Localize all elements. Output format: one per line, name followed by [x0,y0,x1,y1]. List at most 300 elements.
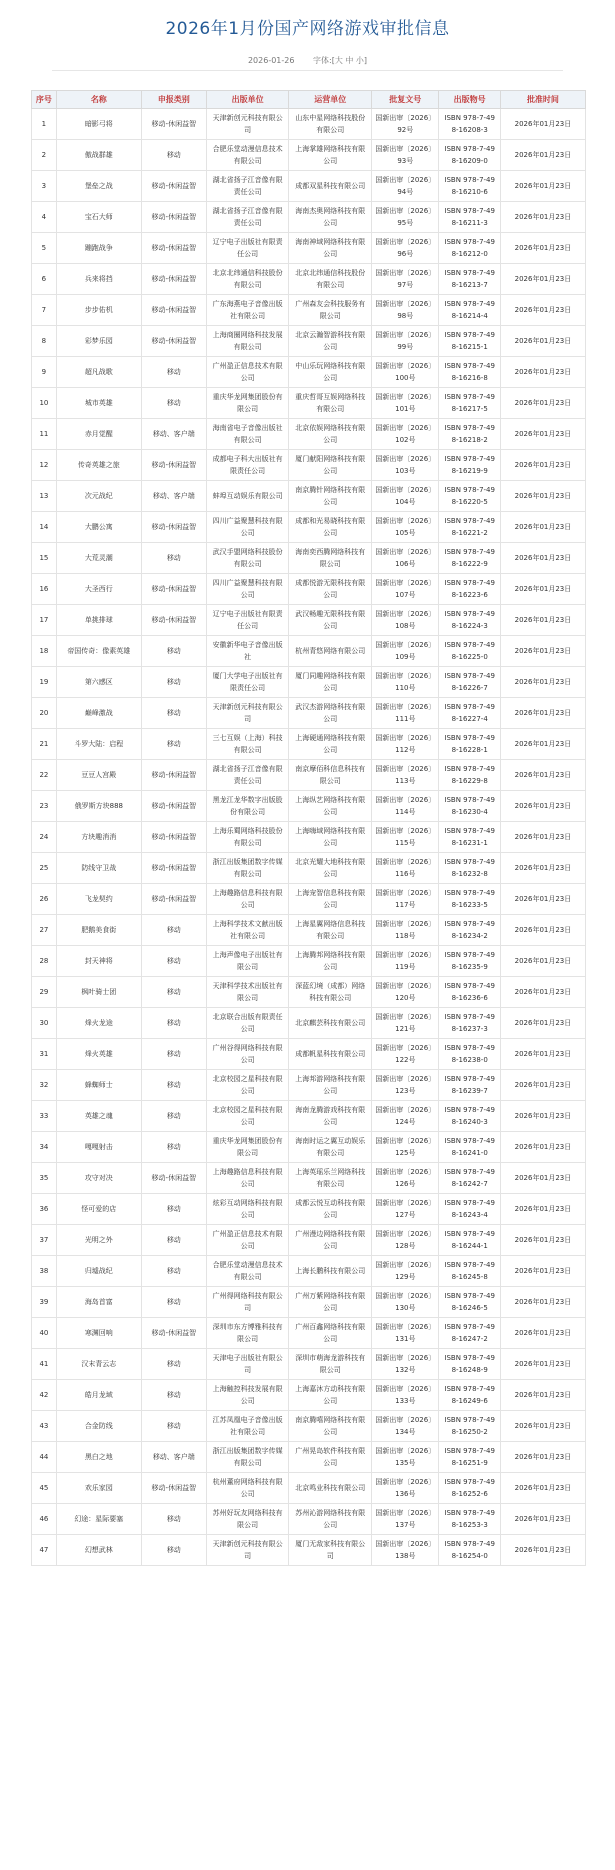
cell-publisher: 上海趣路信息科技有限公司 [206,1163,289,1194]
cell-operator: 上海长鹏科技有限公司 [289,1256,372,1287]
cell-approval-no: 国新出审〔2026〕123号 [372,1070,439,1101]
cell-approval-no: 国新出审〔2026〕93号 [372,140,439,171]
column-header: 名称 [56,91,141,109]
cell-category: 移动 [141,1225,206,1256]
cell-index: 9 [32,357,57,388]
cell-category: 移动-休闲益智 [141,884,206,915]
cell-game-name: 汉末青云志 [56,1349,141,1380]
cell-publisher: 北京联合出版有限责任公司 [206,1008,289,1039]
cell-approval-no: 国新出审〔2026〕111号 [372,698,439,729]
cell-isbn: ISBN 978-7-498-16233-5 [439,884,500,915]
cell-approval-no: 国新出审〔2026〕115号 [372,822,439,853]
cell-index: 7 [32,295,57,326]
cell-approval-no: 国新出审〔2026〕125号 [372,1132,439,1163]
cell-category: 移动-休闲益智 [141,202,206,233]
table-row [32,1535,586,1566]
table-row [32,419,586,450]
cell-game-name: 步步佑机 [56,295,141,326]
table-row [32,109,586,140]
cell-game-name: 第六感区 [56,667,141,698]
cell-isbn: ISBN 978-7-498-16227-4 [439,698,500,729]
cell-index: 12 [32,450,57,481]
cell-publisher: 上海商圈网络科技发展有限公司 [206,326,289,357]
table-row [32,1163,586,1194]
cell-index: 3 [32,171,57,202]
cell-isbn: ISBN 978-7-498-16225-0 [439,636,500,667]
cell-approval-no: 国新出审〔2026〕95号 [372,202,439,233]
cell-publisher: 江苏凤凰电子音像出版社有限公司 [206,1411,289,1442]
cell-isbn: ISBN 978-7-498-16209-0 [439,140,500,171]
cell-approval-date: 2026年01月23日 [500,1039,585,1070]
cell-operator: 南京腾嘻网络科技有限公司 [289,1411,372,1442]
cell-approval-no: 国新出审〔2026〕114号 [372,791,439,822]
column-header: 批准时间 [500,91,585,109]
table-row [32,202,586,233]
cell-approval-date: 2026年01月23日 [500,574,585,605]
cell-approval-no: 国新出审〔2026〕94号 [372,171,439,202]
cell-publisher: 深圳市东方博雅科技有限公司 [206,1318,289,1349]
cell-game-name: 寒渊回响 [56,1318,141,1349]
cell-operator: 南京摩佰科信息科技有限公司 [289,760,372,791]
cell-publisher: 北京校园之星科技有限公司 [206,1070,289,1101]
cell-approval-date: 2026年01月23日 [500,1101,585,1132]
cell-operator: 上海邦游网络科技有限公司 [289,1070,372,1101]
cell-approval-date: 2026年01月23日 [500,171,585,202]
table-row [32,388,586,419]
cell-approval-date: 2026年01月23日 [500,884,585,915]
cell-category: 移动-休闲益智 [141,1473,206,1504]
cell-approval-no: 国新出审〔2026〕121号 [372,1008,439,1039]
cell-operator: 广州漫边网络科技有限公司 [289,1225,372,1256]
cell-game-name: 幻途：星际要塞 [56,1504,141,1535]
cell-operator: 厦门献阳网络科技有限公司 [289,450,372,481]
cell-category: 移动-休闲益智 [141,791,206,822]
table-body [32,109,586,1566]
table-row [32,884,586,915]
cell-game-name: 方块趣消消 [56,822,141,853]
cell-isbn: ISBN 978-7-498-16210-6 [439,171,500,202]
cell-isbn: ISBN 978-7-498-16219-9 [439,450,500,481]
cell-operator: 广州晃岛软件科技有限公司 [289,1442,372,1473]
cell-operator: 上海嘉沐方动科技有限公司 [289,1380,372,1411]
cell-publisher: 天津科学技术出版社有限公司 [206,977,289,1008]
cell-index: 30 [32,1008,57,1039]
cell-operator: 成都双星科技有限公司 [289,171,372,202]
cell-publisher: 北京校园之星科技有限公司 [206,1101,289,1132]
cell-approval-date: 2026年01月23日 [500,1473,585,1504]
cell-isbn: ISBN 978-7-498-16217-5 [439,388,500,419]
cell-approval-no: 国新出审〔2026〕98号 [372,295,439,326]
cell-approval-no: 国新出审〔2026〕128号 [372,1225,439,1256]
cell-operator: 广州百鑫网络科技有限公司 [289,1318,372,1349]
cell-isbn: ISBN 978-7-498-16246-5 [439,1287,500,1318]
cell-operator: 北京北纬通信科技股份有限公司 [289,264,372,295]
cell-isbn: ISBN 978-7-498-16242-7 [439,1163,500,1194]
cell-approval-no: 国新出审〔2026〕134号 [372,1411,439,1442]
cell-approval-date: 2026年01月23日 [500,1225,585,1256]
cell-approval-date: 2026年01月23日 [500,357,585,388]
cell-operator: 深圳市萌海龙游科技有限公司 [289,1349,372,1380]
cell-approval-no: 国新出审〔2026〕127号 [372,1194,439,1225]
cell-index: 29 [32,977,57,1008]
cell-isbn: ISBN 978-7-498-16211-3 [439,202,500,233]
cell-category: 移动-休闲益智 [141,109,206,140]
column-header: 批复文号 [372,91,439,109]
cell-index: 22 [32,760,57,791]
cell-approval-date: 2026年01月23日 [500,605,585,636]
table-header-row [32,91,586,109]
cell-publisher: 上海乐蜀网络科技股份有限公司 [206,822,289,853]
cell-game-name: 次元战纪 [56,481,141,512]
cell-isbn: ISBN 978-7-498-16223-6 [439,574,500,605]
table-row [32,1132,586,1163]
cell-operator: 杭州青悠网络有限公司 [289,636,372,667]
cell-isbn: ISBN 978-7-498-16222-9 [439,543,500,574]
cell-publisher: 成都电子科大出版社有限责任公司 [206,450,289,481]
cell-operator: 苏州沁游网络科技有限公司 [289,1504,372,1535]
cell-index: 25 [32,853,57,884]
cell-approval-date: 2026年01月23日 [500,915,585,946]
cell-category: 移动 [141,636,206,667]
cell-operator: 成都帆星科技有限公司 [289,1039,372,1070]
cell-index: 15 [32,543,57,574]
cell-publisher: 广州得网络科技有限公司 [206,1287,289,1318]
cell-publisher: 黑龙江龙华数字出版股份有限公司 [206,791,289,822]
cell-index: 35 [32,1163,57,1194]
cell-index: 43 [32,1411,57,1442]
cell-index: 33 [32,1101,57,1132]
cell-game-name: 堡垒之战 [56,171,141,202]
cell-approval-date: 2026年01月23日 [500,822,585,853]
cell-operator: 北京光耀大地科技有限公司 [289,853,372,884]
cell-index: 5 [32,233,57,264]
cell-approval-no: 国新出审〔2026〕106号 [372,543,439,574]
cell-isbn: ISBN 978-7-498-16229-8 [439,760,500,791]
cell-index: 46 [32,1504,57,1535]
cell-index: 10 [32,388,57,419]
cell-isbn: ISBN 978-7-498-16241-0 [439,1132,500,1163]
cell-publisher: 上海声像电子出版社有限公司 [206,946,289,977]
cell-game-name: 海岛首富 [56,1287,141,1318]
cell-approval-date: 2026年01月23日 [500,512,585,543]
cell-category: 移动 [141,915,206,946]
cell-isbn: ISBN 978-7-498-16228-1 [439,729,500,760]
font-size-small[interactable]: 小 [355,56,364,65]
cell-approval-date: 2026年01月23日 [500,760,585,791]
cell-game-name: 傲战群雄 [56,140,141,171]
table-row [32,326,586,357]
cell-approval-no: 国新出审〔2026〕136号 [372,1473,439,1504]
page-title: 2026年1月份国产网络游戏审批信息 [165,19,450,39]
cell-approval-date: 2026年01月23日 [500,202,585,233]
cell-game-name: 黑白之地 [56,1442,141,1473]
cell-game-name: 赤月觉醒 [56,419,141,450]
cell-approval-date: 2026年01月23日 [500,1411,585,1442]
article-meta [0,55,615,66]
cell-approval-date: 2026年01月23日 [500,853,585,884]
table-row [32,791,586,822]
cell-approval-date: 2026年01月23日 [500,1256,585,1287]
table-row [32,1225,586,1256]
table-row [32,512,586,543]
cell-index: 27 [32,915,57,946]
cell-category: 移动-休闲益智 [141,295,206,326]
cell-game-name: 烽火龙途 [56,1008,141,1039]
cell-index: 36 [32,1194,57,1225]
cell-approval-date: 2026年01月23日 [500,326,585,357]
cell-approval-date: 2026年01月23日 [500,481,585,512]
cell-category: 移动-休闲益智 [141,822,206,853]
cell-category: 移动-休闲益智 [141,1163,206,1194]
cell-operator: 上海腾邦网络科技有限公司 [289,946,372,977]
cell-approval-no: 国新出审〔2026〕120号 [372,977,439,1008]
table-row [32,357,586,388]
cell-approval-no: 国新出审〔2026〕119号 [372,946,439,977]
cell-publisher: 湖北省扬子江音像有限责任公司 [206,171,289,202]
cell-approval-no: 国新出审〔2026〕129号 [372,1256,439,1287]
cell-index: 37 [32,1225,57,1256]
table-row [32,1318,586,1349]
cell-publisher: 浙江出版集团数字传媒有限公司 [206,1442,289,1473]
cell-isbn: ISBN 978-7-498-16231-1 [439,822,500,853]
cell-operator: 上海掌雄网络科技有限公司 [289,140,372,171]
cell-operator: 中山乐玩网络科技有限公司 [289,357,372,388]
cell-category: 移动 [141,698,206,729]
cell-publisher: 浙江出版集团数字传媒有限公司 [206,853,289,884]
cell-publisher: 北京北纬通信科技股份有限公司 [206,264,289,295]
cell-approval-date: 2026年01月23日 [500,791,585,822]
cell-publisher: 上海趣路信息科技有限公司 [206,884,289,915]
cell-operator: 海南神域网络科技有限公司 [289,233,372,264]
cell-operator: 北京鸣业科技有限公司 [289,1473,372,1504]
cell-approval-date: 2026年01月23日 [500,1132,585,1163]
cell-approval-no: 国新出审〔2026〕105号 [372,512,439,543]
table-row [32,977,586,1008]
cell-approval-no: 国新出审〔2026〕102号 [372,419,439,450]
cell-isbn: ISBN 978-7-498-16251-9 [439,1442,500,1473]
cell-category: 移动、客户端 [141,481,206,512]
cell-publisher: 四川广益聚慧科技有限公司 [206,512,289,543]
column-header: 出版物号 [439,91,500,109]
cell-index: 16 [32,574,57,605]
cell-index: 23 [32,791,57,822]
column-header: 运营单位 [289,91,372,109]
cell-operator: 武汉杰游网络科技有限公司 [289,698,372,729]
cell-category: 移动 [141,1132,206,1163]
cell-isbn: ISBN 978-7-498-16216-8 [439,357,500,388]
table-row [32,698,586,729]
table-row [32,667,586,698]
cell-approval-no: 国新出审〔2026〕104号 [372,481,439,512]
cell-operator: 武汉畅趣无限科技有限公司 [289,605,372,636]
cell-category: 移动 [141,1194,206,1225]
cell-publisher: 苏州好玩友网络科技有限公司 [206,1504,289,1535]
cell-publisher: 天津新创元科技有限公司 [206,698,289,729]
cell-index: 41 [32,1349,57,1380]
table-row [32,915,586,946]
cell-game-name: 传奇英雄之旅 [56,450,141,481]
table-row [32,1194,586,1225]
cell-approval-date: 2026年01月23日 [500,1287,585,1318]
cell-publisher: 辽宁电子出版社有限责任公司 [206,233,289,264]
cell-isbn: ISBN 978-7-498-16248-9 [439,1349,500,1380]
cell-approval-date: 2026年01月23日 [500,1535,585,1566]
table-row [32,140,586,171]
cell-index: 28 [32,946,57,977]
cell-approval-date: 2026年01月23日 [500,1008,585,1039]
approval-table [31,90,586,1566]
cell-approval-no: 国新出审〔2026〕110号 [372,667,439,698]
cell-game-name: 俄罗斯方块888 [56,791,141,822]
cell-category: 移动 [141,946,206,977]
cell-category: 移动 [141,1008,206,1039]
cell-publisher: 广东海燕电子音像出版社有限公司 [206,295,289,326]
cell-category: 移动-休闲益智 [141,1318,206,1349]
cell-game-name: 巅峰激战 [56,698,141,729]
cell-publisher: 广州盈正信息技术有限公司 [206,1225,289,1256]
cell-category: 移动 [141,1101,206,1132]
cell-game-name: 大圣西行 [56,574,141,605]
cell-category: 移动 [141,1504,206,1535]
cell-approval-no: 国新出审〔2026〕101号 [372,388,439,419]
cell-isbn: ISBN 978-7-498-16252-6 [439,1473,500,1504]
cell-approval-date: 2026年01月23日 [500,388,585,419]
cell-publisher: 湖北省扬子江音像有限责任公司 [206,202,289,233]
cell-approval-date: 2026年01月23日 [500,264,585,295]
table-row [32,574,586,605]
cell-index: 20 [32,698,57,729]
cell-approval-date: 2026年01月23日 [500,729,585,760]
cell-approval-no: 国新出审〔2026〕113号 [372,760,439,791]
cell-category: 移动-休闲益智 [141,264,206,295]
cell-game-name: 蹦跑战争 [56,233,141,264]
cell-index: 38 [32,1256,57,1287]
table-row [32,295,586,326]
cell-publisher: 上海科学技术文献出版社有限公司 [206,915,289,946]
cell-game-name: 肥鹅美食街 [56,915,141,946]
cell-isbn: ISBN 978-7-498-16244-1 [439,1225,500,1256]
cell-approval-date: 2026年01月23日 [500,1163,585,1194]
font-size-switch: 字体:[大 中 小] [313,56,368,65]
cell-game-name: 彩梦乐园 [56,326,141,357]
cell-operator: 成都和光易晓科技有限公司 [289,512,372,543]
cell-approval-date: 2026年01月23日 [500,636,585,667]
cell-approval-no: 国新出审〔2026〕107号 [372,574,439,605]
cell-operator: 山东中星网络科技股份有限公司 [289,109,372,140]
cell-category: 移动 [141,1070,206,1101]
cell-isbn: ISBN 978-7-498-16224-3 [439,605,500,636]
cell-approval-no: 国新出审〔2026〕109号 [372,636,439,667]
cell-isbn: ISBN 978-7-498-16249-6 [439,1380,500,1411]
cell-approval-date: 2026年01月23日 [500,667,585,698]
cell-approval-date: 2026年01月23日 [500,109,585,140]
cell-isbn: ISBN 978-7-498-16237-3 [439,1008,500,1039]
cell-approval-date: 2026年01月23日 [500,946,585,977]
cell-approval-no: 国新出审〔2026〕99号 [372,326,439,357]
cell-approval-date: 2026年01月23日 [500,233,585,264]
cell-operator: 上海星翼网络信息科技有限公司 [289,915,372,946]
cell-isbn: ISBN 978-7-498-16254-0 [439,1535,500,1566]
cell-operator: 北京麒芸科技有限公司 [289,1008,372,1039]
cell-approval-date: 2026年01月23日 [500,1070,585,1101]
cell-operator: 成都悦游无限科技有限公司 [289,574,372,605]
cell-index: 44 [32,1442,57,1473]
cell-index: 39 [32,1287,57,1318]
cell-game-name: 攻守对决 [56,1163,141,1194]
cell-operator: 广州万紫网络科技有限公司 [289,1287,372,1318]
cell-category: 移动-休闲益智 [141,171,206,202]
cell-category: 移动 [141,1535,206,1566]
cell-game-name: 超凡战歌 [56,357,141,388]
font-size-medium[interactable]: 中 [345,56,354,65]
table-row [32,1256,586,1287]
cell-index: 26 [32,884,57,915]
table-row [32,543,586,574]
cell-approval-date: 2026年01月23日 [500,698,585,729]
table-row [32,1039,586,1070]
table-row [32,450,586,481]
table-row [32,1442,586,1473]
cell-category: 移动 [141,1256,206,1287]
cell-publisher: 上海触控科技发展有限公司 [206,1380,289,1411]
cell-game-name: 暗影弓将 [56,109,141,140]
cell-publisher: 安徽新华电子音像出版社 [206,636,289,667]
cell-isbn: ISBN 978-7-498-16213-7 [439,264,500,295]
divider [52,70,563,71]
cell-approval-date: 2026年01月23日 [500,1504,585,1535]
cell-game-name: 枫叶骑士团 [56,977,141,1008]
cell-isbn: ISBN 978-7-498-16250-2 [439,1411,500,1442]
font-size-large[interactable]: 大 [334,56,343,65]
cell-isbn: ISBN 978-7-498-16214-4 [439,295,500,326]
table-row [32,264,586,295]
cell-operator: 海南时运之翼互动娱乐有限公司 [289,1132,372,1163]
cell-approval-no: 国新出审〔2026〕103号 [372,450,439,481]
cell-game-name: 防线守卫战 [56,853,141,884]
cell-game-name: 幻想武林 [56,1535,141,1566]
cell-operator: 重庆哲哥互娱网络科技有限公司 [289,388,372,419]
cell-approval-no: 国新出审〔2026〕118号 [372,915,439,946]
cell-game-name: 单挑排球 [56,605,141,636]
cell-approval-no: 国新出审〔2026〕100号 [372,357,439,388]
cell-game-name: 怪可爱的店 [56,1194,141,1225]
cell-operator: 厦门同趣网络科技有限公司 [289,667,372,698]
cell-category: 移动 [141,977,206,1008]
cell-operator: 厦门无敌家科技有限公司 [289,1535,372,1566]
cell-category: 移动、客户端 [141,1442,206,1473]
table-row [32,822,586,853]
cell-publisher: 天津新创元科技有限公司 [206,1535,289,1566]
cell-isbn: ISBN 978-7-498-16218-2 [439,419,500,450]
cell-operator: 上海英瑶乐兰网络科技有限公司 [289,1163,372,1194]
cell-index: 40 [32,1318,57,1349]
cell-category: 移动 [141,388,206,419]
cell-publisher: 广州谷得网络科技有限公司 [206,1039,289,1070]
cell-publisher: 重庆华龙网集团股份有限公司 [206,1132,289,1163]
cell-publisher: 四川广益聚慧科技有限公司 [206,574,289,605]
cell-category: 移动 [141,1380,206,1411]
cell-game-name: 归墟战纪 [56,1256,141,1287]
font-size-label: 字体: [313,56,332,65]
cell-index: 45 [32,1473,57,1504]
cell-approval-no: 国新出审〔2026〕133号 [372,1380,439,1411]
cell-publisher: 湖北省扬子江音像有限责任公司 [206,760,289,791]
cell-category: 移动-休闲益智 [141,450,206,481]
cell-approval-date: 2026年01月23日 [500,450,585,481]
cell-approval-no: 国新出审〔2026〕116号 [372,853,439,884]
cell-index: 6 [32,264,57,295]
cell-isbn: ISBN 978-7-498-16215-1 [439,326,500,357]
